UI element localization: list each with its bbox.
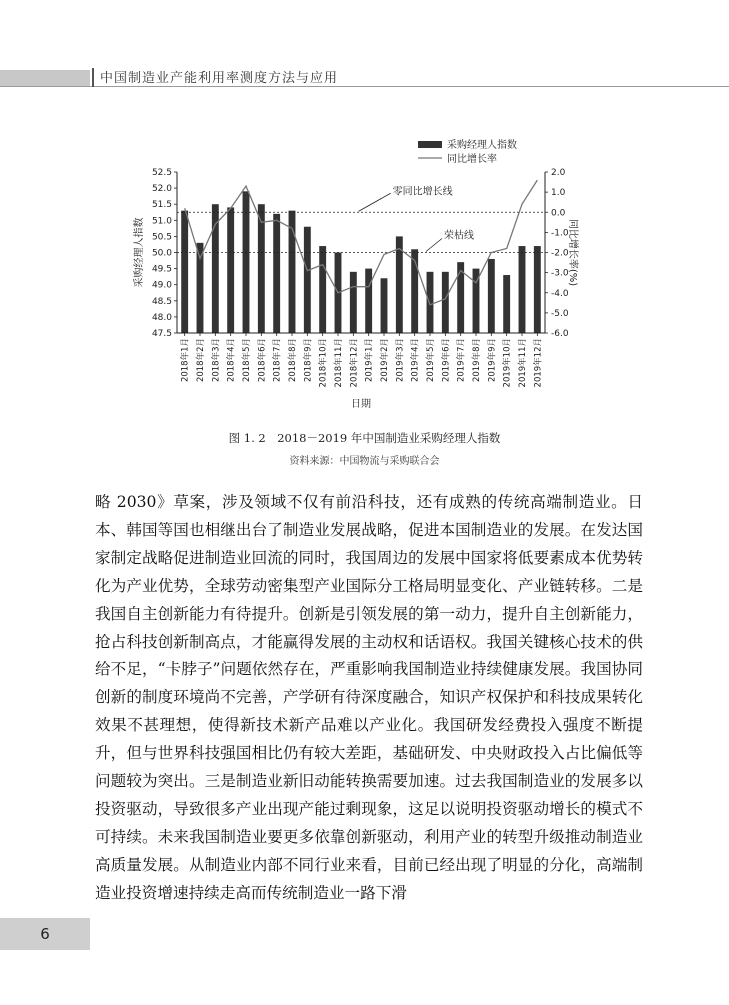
y-axis-title: 采购经理人指数 xyxy=(134,217,145,288)
y-tick-label: 50.0 xyxy=(151,248,172,259)
x-tick-label: 2018年4月 xyxy=(226,338,237,383)
legend-label-pmi: 采购经理人指数 xyxy=(447,140,517,151)
x-tick-label: 2018年8月 xyxy=(288,338,298,383)
annotation-zero-growth: 零同比增长线 xyxy=(392,186,453,198)
bar-18 xyxy=(442,272,449,333)
y-tick-label: 48.0 xyxy=(151,312,172,323)
x-tick-label: 2019年7月 xyxy=(456,338,467,383)
x-tick-label: 2019年2月 xyxy=(380,338,390,383)
x-axis-title: 日期 xyxy=(351,399,371,410)
x-tick-label: 2018年3月 xyxy=(211,338,222,383)
x-tick-label: 2019年4月 xyxy=(410,338,421,383)
legend-label-growth: 同比增长率 xyxy=(447,154,497,165)
bar-17 xyxy=(427,272,434,333)
figure-source: 资料来源：中国物流与采购联合会 xyxy=(289,456,440,467)
y-tick-label: 50.5 xyxy=(151,232,172,243)
y-tick-label: 52.0 xyxy=(151,184,172,195)
y2-tick-label: -3.0 xyxy=(551,268,569,279)
page-number: 6 xyxy=(40,925,50,943)
y2-tick-label: 1.0 xyxy=(551,188,566,199)
running-header: 中国制造业产能利用率测度方法与应用 xyxy=(100,71,339,86)
x-tick-label: 2019年11月 xyxy=(518,338,528,388)
bar-21 xyxy=(488,259,495,333)
x-tick-label: 2018年6月 xyxy=(257,338,268,383)
x-tick-label: 2019年9月 xyxy=(487,338,498,383)
bar-10 xyxy=(319,246,326,333)
x-tick-label: 2018年2月 xyxy=(196,338,206,383)
y-tick-label: 49.5 xyxy=(151,264,172,275)
y2-tick-label: -1.0 xyxy=(551,228,569,239)
bar-22 xyxy=(503,275,510,333)
figure-caption: 图 1. 2 2018－2019 年中国制造业采购经理人指数 xyxy=(228,431,501,445)
annotation-arrow-boom xyxy=(426,239,442,252)
x-tick-label: 2019年8月 xyxy=(472,338,482,383)
x-tick-label: 2018年10月 xyxy=(318,338,329,388)
bar-24 xyxy=(534,246,541,333)
body-paragraph: 略 2030》草案，涉及领域不仅有前沿科技，还有成熟的传统高端制造业。日本、韩国等国也相继出台了制造业发展战略，促进本国制造业的发展。在发达国家制定战略促进制造业回流的同时，我国周边的发展中国家将低要素成本优势转化为产业优势，全球劳动密集型产业国际分工格局明显变化、产业链转移。二是我国自主创新能力有待提升。创新是引领发展的第一动力，提升自主创新能力，抢占科技创新制高点，才能赢得发展的主动权和话语权。我国关键核心技术的供给不足，“卡脖子”问题依然存在，严重影响我国制造业持续健康发展。我国协同创新的制度环境尚不完善，产学研有待深度融合，知识产权保护和科技成果转化效果不甚理想，使得新技术新产品难以产业化。我国研发经费投入强度不断提升，但与世界科技强国相比仍有较大差距，基础研发、中央财政投入占比偏低等问题较为突出。三是制造业新旧动能转换需要加速。过去我国制造业的发展多以投资驱动，导致很多产业出现产能过剩现象，这足以说明投资驱动增长的模式不可持续。未来我国制造业要更多依靠创新驱动，利用产业的转型升级推动制造业高质量发展。从制造业内部不同行业来看，目前已经出现了明显的分化，高端制造业投资增速持续走高而传统制造业一路下滑 xyxy=(95,493,643,902)
body-text xyxy=(95,489,643,908)
annotation-boom-bust: 荣枯线 xyxy=(444,230,474,242)
bar-12 xyxy=(350,272,357,333)
y-tick-label: 52.5 xyxy=(151,168,172,178)
bar-1 xyxy=(181,211,188,333)
x-tick-label: 2019年10月 xyxy=(502,338,513,388)
y-tick-label: 47.5 xyxy=(151,329,172,339)
x-tick-label: 2019年3月 xyxy=(395,338,406,383)
bar-9 xyxy=(304,227,311,333)
y2-tick-label: -5.0 xyxy=(551,308,569,319)
y2-tick-label: -6.0 xyxy=(551,329,569,339)
y2-tick-label: -2.0 xyxy=(551,248,569,259)
y-tick-label: 51.0 xyxy=(151,216,172,227)
x-tick-label: 2018年7月 xyxy=(272,338,283,383)
header-bar xyxy=(0,70,90,86)
x-tick-label: 2019年1月 xyxy=(364,338,375,383)
bar-13 xyxy=(365,269,372,333)
bar-6 xyxy=(258,204,265,333)
x-tick-label: 2018年11月 xyxy=(334,338,344,388)
x-tick-label: 2019年5月 xyxy=(426,338,436,383)
y-tick-label: 49.0 xyxy=(151,280,172,291)
legend-swatch-bar xyxy=(418,141,442,148)
header-rule xyxy=(0,86,729,87)
x-tick-label: 2018年9月 xyxy=(303,338,314,383)
bar-14 xyxy=(381,278,388,333)
bar-7 xyxy=(273,214,280,333)
growth-rate-line xyxy=(185,180,538,305)
x-tick-label: 2018年12月 xyxy=(349,338,360,388)
y-tick-label: 51.5 xyxy=(151,200,172,211)
x-tick-label: 2019年12月 xyxy=(533,338,544,388)
y2-tick-label: 0.0 xyxy=(551,208,566,219)
x-tick-label: 2019年6月 xyxy=(441,338,452,383)
y-tick-label: 48.5 xyxy=(151,296,172,307)
bar-23 xyxy=(519,246,526,333)
pmi-chart xyxy=(120,135,580,420)
annotation-arrow-zero xyxy=(359,193,391,211)
x-tick-label: 2018年5月 xyxy=(242,338,252,383)
bar-4 xyxy=(227,207,234,333)
x-tick-label: 2018年1月 xyxy=(180,338,191,383)
y2-tick-label: -4.0 xyxy=(551,288,569,299)
y2-tick-label: 2.0 xyxy=(551,168,566,178)
y2-axis-title: 同比增长率(%) xyxy=(567,218,578,287)
header-divider xyxy=(92,68,94,87)
